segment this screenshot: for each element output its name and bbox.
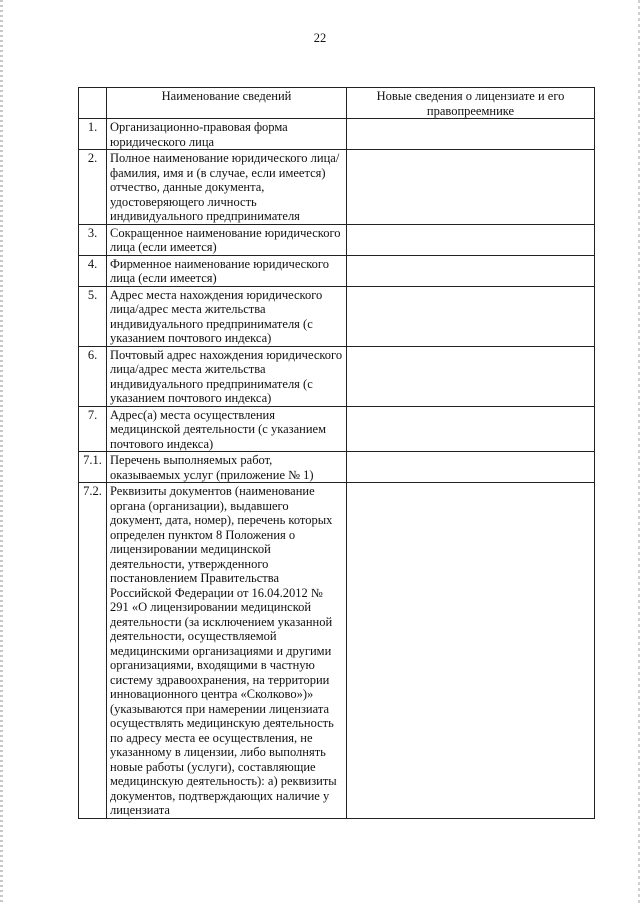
header-number — [79, 88, 107, 119]
row-value-cell[interactable] — [347, 346, 595, 406]
row-name: Сокращенное наименование юридического лица (если имеется) — [107, 224, 347, 255]
row-value-cell[interactable] — [347, 286, 595, 346]
row-name: Адрес(а) места осуществления медицинской деятельности (с указанием почтового индекса) — [107, 406, 347, 452]
row-number: 1. — [79, 119, 107, 150]
table-row — [79, 119, 595, 150]
row-name: Почтовый адрес нахождения юридического лица/адрес места жительства индивидуального предпринимателя (с указанием почтового индекса) — [107, 346, 347, 406]
row-value-cell[interactable] — [347, 452, 595, 483]
row-number: 4. — [79, 255, 107, 286]
row-value-cell[interactable] — [347, 119, 595, 150]
table-row — [79, 406, 595, 452]
row-value-cell[interactable] — [347, 224, 595, 255]
row-number: 7.1. — [79, 452, 107, 483]
row-name: Реквизиты документов (наименование органа (организации), выдавшего документ, дата, номер), перечень которых определен пунктом 8 Положения о лицензировании медицинской деятельности, утвержденного постановлением Правительства Российской Федерации от 16.04.2012 № 291 «О лицензировании медицинской деятельности (за исключением указанной деятельности, осуществляемой медицинскими организациями и другими организациями, входящими в частную систему здравоохранения, на территории инновационного центра «Сколково»)» (указываются при намерении лицензиата осуществлять медицинскую деятельность по адресу места ее осуществления, не указанному в лицензии, либо выполнять новые работы (услуги), составляющие медицинскую деятельность): а) реквизиты документов, подтверждающих наличие у лицензиата — [107, 483, 347, 819]
row-name: Организационно-правовая форма юридического лица — [107, 119, 347, 150]
row-number: 2. — [79, 150, 107, 225]
row-number: 3. — [79, 224, 107, 255]
row-number: 7.2. — [79, 483, 107, 819]
row-value-cell[interactable] — [347, 483, 595, 819]
row-name: Полное наименование юридического лица/фамилия, имя и (в случае, если имеется) отчество, данные документа, удостоверяющего личность индивидуального предпринимателя — [107, 150, 347, 225]
header-name: Наименование сведений — [107, 88, 347, 119]
table-header-row — [79, 88, 595, 119]
row-number: 5. — [79, 286, 107, 346]
page-number: 22 — [313, 31, 327, 45]
scan-edge-left — [0, 0, 3, 905]
row-number: 6. — [79, 346, 107, 406]
row-number: 7. — [79, 406, 107, 452]
table-row — [79, 286, 595, 346]
table-row — [79, 255, 595, 286]
row-name: Фирменное наименование юридического лица (если имеется) — [107, 255, 347, 286]
licensee-info-table — [78, 87, 595, 819]
table-row — [79, 224, 595, 255]
table-row — [79, 483, 595, 819]
row-value-cell[interactable] — [347, 406, 595, 452]
table-row — [79, 452, 595, 483]
table-row — [79, 150, 595, 225]
table-row — [79, 346, 595, 406]
row-name: Перечень выполняемых работ, оказываемых услуг (приложение № 1) — [107, 452, 347, 483]
row-name: Адрес места нахождения юридического лица/адрес места жительства индивидуального предпринимателя (с указанием почтового индекса) — [107, 286, 347, 346]
row-value-cell[interactable] — [347, 150, 595, 225]
row-value-cell[interactable] — [347, 255, 595, 286]
header-new-info: Новые сведения о лицензиате и его правопреемнике — [347, 88, 595, 119]
